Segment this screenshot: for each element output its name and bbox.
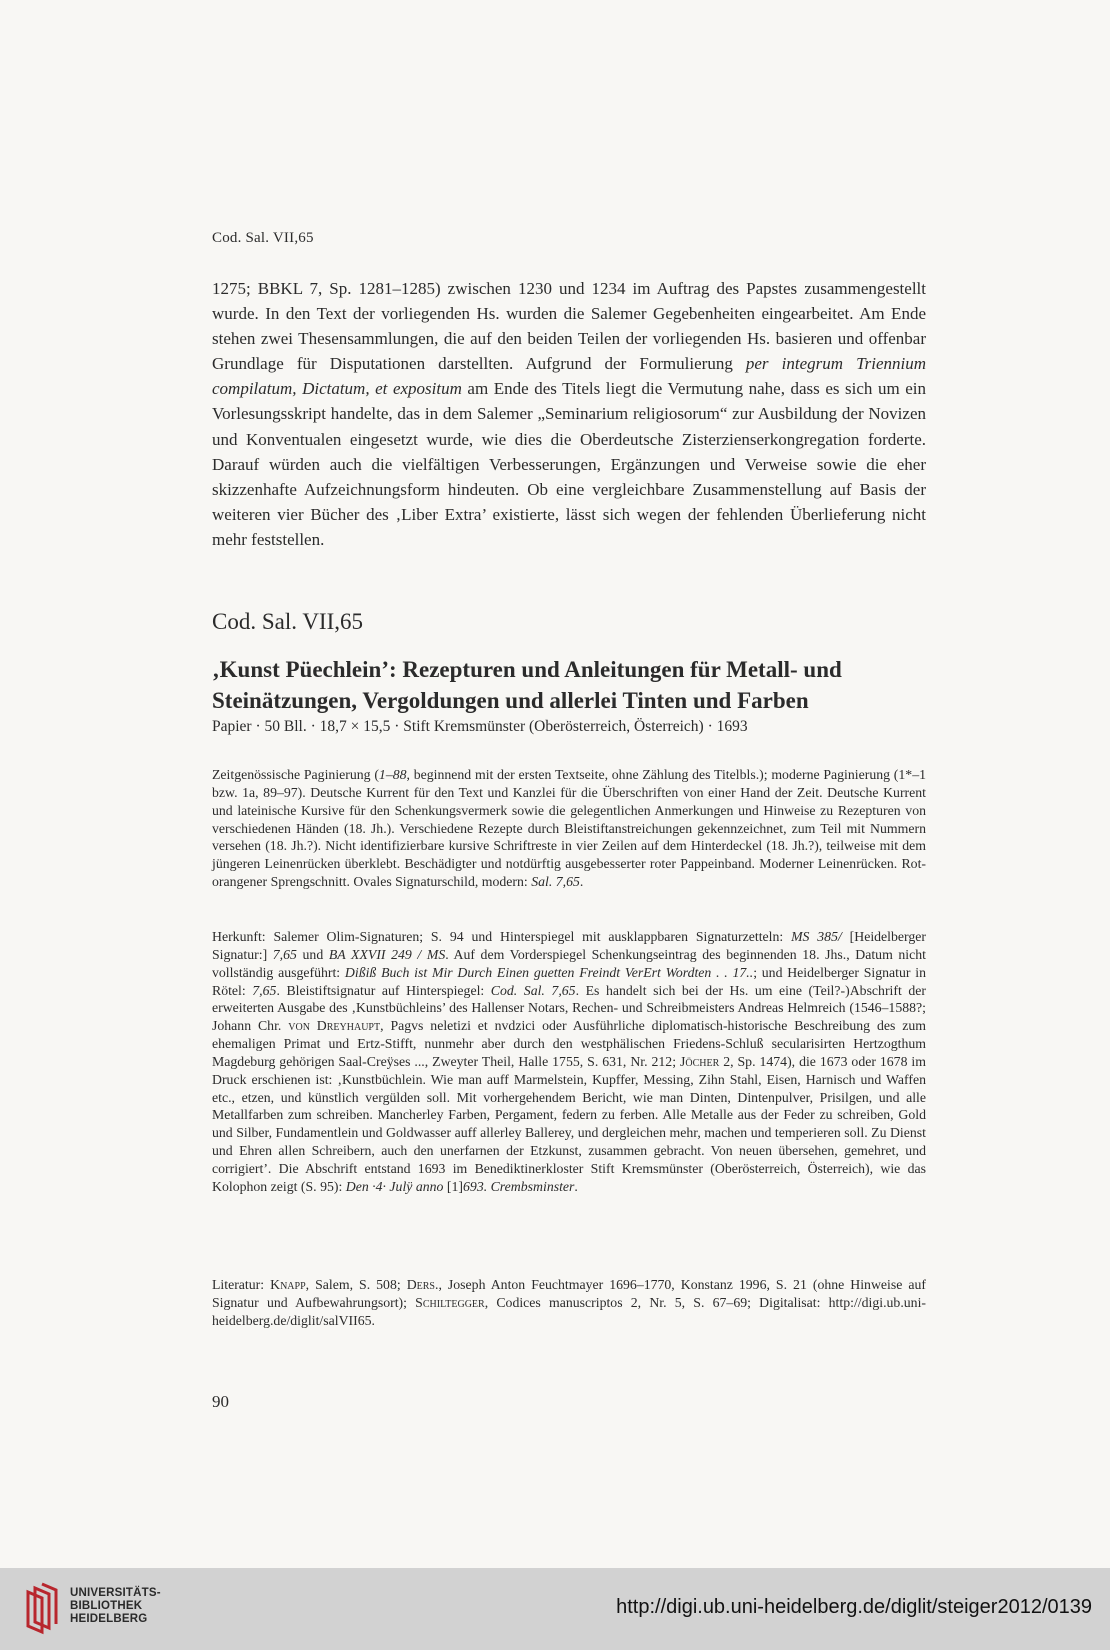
literature-paragraph [212, 1276, 926, 1330]
provenance-text: ; und Heidelberger Signatur in Rötel: [212, 964, 926, 998]
running-head: Cod. Sal. VII,65 [212, 230, 314, 246]
provenance-italic: BA XXVII 249 / MS [328, 946, 446, 962]
intro-text-2: am Ende des Titels liegt die Vermutung nahe, dass es sich um ein Vorlesungsskript handelte, das in dem Salemer „Seminarium religiosorum“ zur Ausbildung der Novizen und Konventualen eingesetzt wurde, wie dies die Oberdeutsche Zisterzienserkongregation forderte. Darauf würden auch die vielfältigen Verbesserungen, Ergänzungen und Verweise sowie die eher skizzenhafte Aufzeichnungsform hindeuten. Ob eine vergleichbare Zusammenstellung auf Basis der weiteren vier Bücher des ‚Liber Extra’ existierte, lässt sich wegen der fehlenden Überlieferung nicht mehr feststellen. [212, 379, 926, 549]
description-italic: 1–88 [378, 767, 407, 782]
provenance-italic: 7,65 [272, 946, 297, 962]
provenance-text: , Pagvs neletizi et nvdzici oder Ausführliche diplomatisch-historische Beschreibung des zum ehemaligen Primat und Ertz-Stifft, nunmehr aber durch den westphälischen Friedens-Schluß secularisirten Hertzogthum Magdeburg gehörigen Saal-Creÿses ..., Zweyter Theil, Halle 1755, S. 631, Nr. 212; [212, 1018, 926, 1069]
source-url-link[interactable]: http://digi.ub.uni-heidelberg.de/diglit/steiger2012/0139 [616, 1596, 1092, 1618]
provenance-text: und [296, 946, 329, 962]
literature-smallcaps: Knapp [270, 1277, 306, 1292]
intro-quote: per integrum Triennium compilatum, Dictatum, et expositum [212, 354, 926, 399]
literature-text: Literatur: [212, 1277, 271, 1292]
logo-line: BIBLIOTHEK [70, 1600, 143, 1612]
section-meta: Papier · 50 Bll. · 18,7 × 15,5 · Stift Kremsmünster (Oberösterreich, Österreich) · 1693 [212, 718, 748, 735]
provenance-text: . Es handelt sich bei der Hs. um eine (Teil?-)Abschrift der erweiterten Ausgabe des ‚Kunstbüchleins’ des Hallenser Notars, Rechen- und Schreibmeisters Andreas Helmreich (1546–1588?; Johann Chr. [212, 982, 926, 1034]
provenance-italic: 7,65 [252, 982, 277, 998]
section-title: ‚Kunst Püechlein’: Rezepturen und Anleitungen für Metall- und Steinätzungen, Vergoldungen und allerlei Tinten und Farben [212, 657, 842, 713]
logo-line: UNIVERSITÄTS- [70, 1587, 161, 1599]
provenance-paragraph [212, 928, 926, 1196]
description-italic: Sal. 7,65 [531, 874, 580, 890]
intro-text-1: 1275; BBKL 7, Sp. 1281–1285) zwischen 1230 und 1234 im Auftrag des Papstes zusammengestellt wurde. In den Text der vorliegenden Hs. wurden die Salemer Gegebenheiten eingearbeitet. Am Ende stehen zwei Thesensammlungen, die auf den beiden Teilen der vorliegenden Hs. basieren und offenbar Grundlage für Disputationen darstellten. Aufgrund der Formulierung [212, 279, 926, 374]
provenance-text: 2, Sp. 1474), die 1673 oder 1678 im Druck erschienen ist: ‚Kunstbüchlein. Wie man auff Marmelstein, Kupffer, Messing, Zihn Stahl, Eisen, Harnisch und Waffen etc., etzen, und künstlich vergülden soll. Mit vorhergehendem Bericht, wie man Dinten, Dintenpulver, Prisilgen, und alle Metallfarben zum schreiben. Mancherley Farben, Pergament, federn zu ferben. Alle Metalle aus der Feder zu schreiben, Gold und Silber, Fundamentlein und Goldwasser auff allerley Ballerey, und dergleichen mehr, machen und temperieren soll. Zu Dienst und Ehren allen Schreibern, auch den unerfarnen der Etzkunst, zusammen gebracht. Von neuen übersehen, gemehret, und corrigiert’. Die Abschrift entstand 1693 im Benediktinerkloster Stift Kremsmünster (Oberösterreich, Österreich), wie das Kolophon zeigt (S. 95): [212, 1053, 926, 1194]
description-paragraph [212, 766, 926, 891]
footer-bar [0, 1568, 1110, 1650]
page-number: 90 [212, 1392, 229, 1411]
provenance-text: [Heidelberger Signatur:] [212, 929, 926, 962]
provenance-italic: Dißiß Buch ist Mir Durch Einen guetten Freindt VerErt Wordten . . 17.. [344, 964, 754, 980]
description-text: Zeitgenössische Paginierung ( [212, 767, 379, 782]
logo-line: HEIDELBERG [70, 1613, 148, 1625]
provenance-text: [1] [443, 1178, 464, 1194]
provenance-smallcaps: von Dreyhaupt [288, 1018, 381, 1034]
provenance-text: . Auf dem Vorderspiegel Schenkungseintrag des beginnenden 18. Jhs., Datum nicht vollständig ausgeführt: [212, 946, 926, 980]
library-logo-text [70, 1587, 161, 1626]
literature-text: , Codices manuscriptos 2, Nr. 5, S. 67–69; Digitalisat: http://digi.ub.uni-heidelberg.de/diglit/salVII65. [212, 1294, 927, 1328]
literature-smallcaps: Schiltegger [415, 1294, 485, 1310]
literature-smallcaps: Ders. [406, 1277, 439, 1292]
description-text: . [579, 874, 584, 890]
provenance-italic: 693. Crembsminster [463, 1178, 575, 1194]
library-logo-icon [22, 1582, 62, 1636]
provenance-text: . [574, 1178, 578, 1194]
literature-text: , Salem, S. 508; [305, 1277, 407, 1292]
provenance-italic: Cod. Sal. 7,65 [490, 982, 576, 998]
provenance-smallcaps: Jöcher [680, 1053, 720, 1069]
intro-paragraph [212, 276, 926, 552]
provenance-text: . Bleistiftsignatur auf Hinterspiegel: [276, 982, 491, 998]
provenance-italic: Den ·4· Julÿ anno [345, 1178, 444, 1194]
provenance-text: Herkunft: Salemer Olim-Signaturen; S. 94 und Hinterspiegel mit ausklappbaren Signaturzetteln: [212, 929, 792, 944]
provenance-italic: MS 385/ [791, 929, 842, 944]
section-signature: Cod. Sal. VII,65 [212, 609, 363, 634]
description-text: , beginnend mit der ersten Textseite, ohne Zählung des Titelbls.); moderne Paginierung (1*–1 bzw. 1a, 89–97). Deutsche Kurrent für den Text und Kanzlei für die Überschriften von einer Hand der Zeit. Deutsche Kurrent und lateinische Kursive für den Schenkungsvermerk sowie die gelegentlichen Anmerkungen und Hinweise zu Rezepturen von verschiedenen Händen (18. Jh.). Verschiedene Rezepte durch Bleistiftanstreichungen gekennzeichnet, zum Teil mit Nummern versehen (18. Jh.?). Nicht identifizierbare kursive Schriftreste in vier Zeilen auf dem Hinterdeckel (18. Jh.?), teilweise mit dem jüngeren Leinenrücken überklebt. Beschädigter und notdürftig ausgebesserter roter Pappeinband. Moderner Leinenrücken. Rot-orangener Sprengschnitt. Ovales Signaturschild, modern: [212, 767, 926, 890]
literature-text: , Joseph Anton Feuchtmayer 1696–1770, Konstanz 1996, S. 21 (ohne Hinweise auf Signatur und Aufbewahrungsort); [212, 1277, 926, 1310]
